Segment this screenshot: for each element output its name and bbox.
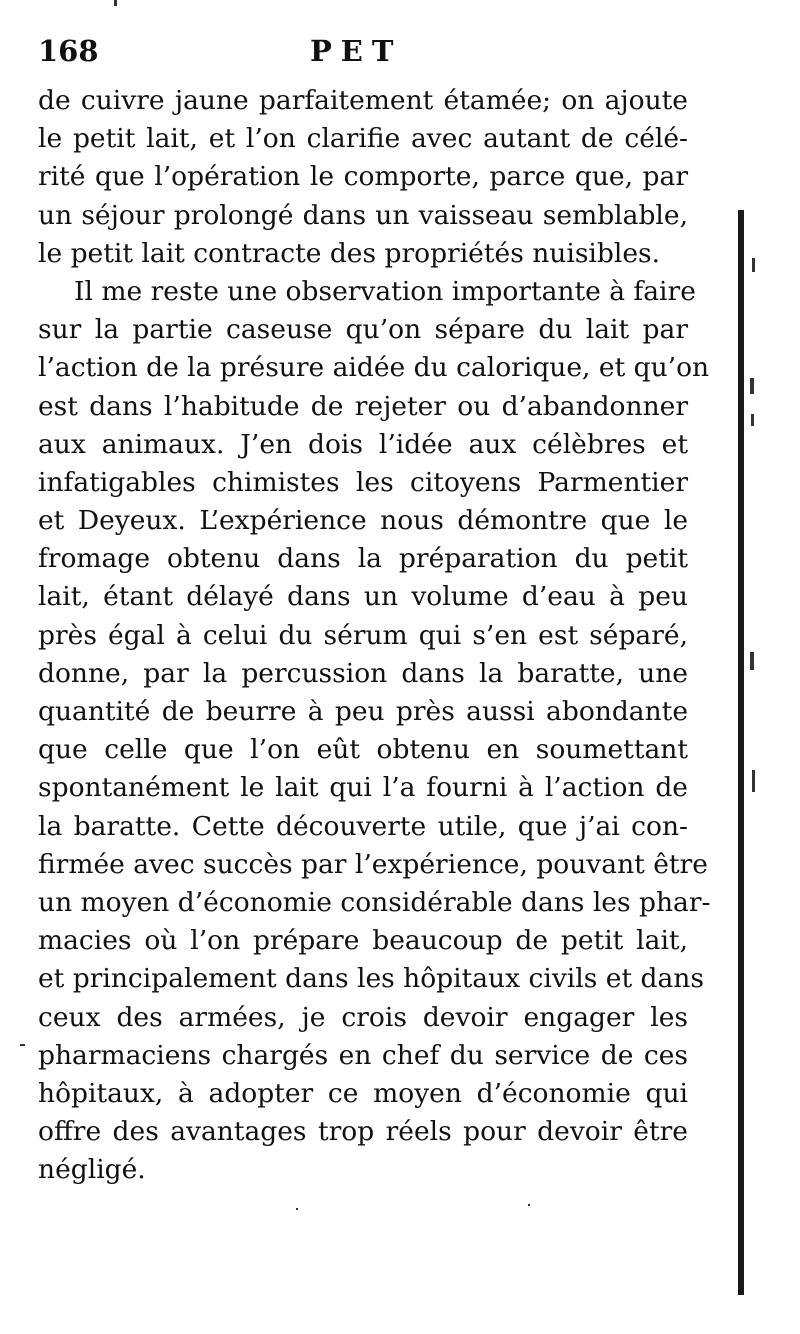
text-line: Il me reste une observation importante à faire xyxy=(74,275,696,307)
facing-page-edge xyxy=(738,210,744,1295)
text-line: l’action de la présure aidée du calorique, et qu’on xyxy=(38,352,710,384)
text-line: fromage obtenu dans la préparation du petit xyxy=(38,543,688,575)
text-line: rité que l’opération le comporte, parce que, par xyxy=(38,161,688,193)
text-line: offre des avantages trop réels pour devoir être xyxy=(38,1116,688,1148)
text-line: quantité de beurre à peu près aussi abondante xyxy=(38,696,688,727)
scan-speck xyxy=(296,1208,298,1210)
text-line: un moyen d’économie considérable dans les phar- xyxy=(38,886,711,918)
scan-speck xyxy=(750,652,754,670)
scan-speck xyxy=(752,258,755,272)
text-line: un séjour prolongé dans un vaisseau semblable, xyxy=(38,199,688,231)
text-line: ceux des armées, je crois devoir engager les xyxy=(38,1001,688,1033)
text-line: firmée avec succès par l’expérience, pouvant être xyxy=(38,848,708,880)
running-head: PET xyxy=(310,34,403,68)
text-line: donne, par la percussion dans la baratte, une xyxy=(38,657,688,689)
text-line: spontanément le lait qui l’a fourni à l’action de xyxy=(38,772,688,804)
page-number: 168 xyxy=(38,34,99,68)
text-line: et principalement dans les hôpitaux civils et dans xyxy=(38,963,704,995)
scan-speck xyxy=(751,414,754,426)
text-line: infatigables chimistes les citoyens Parmentier xyxy=(38,466,688,498)
scan-speck xyxy=(752,770,755,792)
text-line: de cuivre jaune parfaitement étamée; on ajoute xyxy=(38,85,688,116)
text-line: et Deyeux. L’expérience nous démontre que le xyxy=(38,505,688,537)
text-line: pharmaciens chargés en chef du service de ces xyxy=(38,1039,688,1071)
text-line: le petit lait, et l’on clarifie avec autant de célé- xyxy=(38,123,688,155)
page-header xyxy=(38,34,698,84)
text-line: négligé. xyxy=(38,1154,146,1186)
scan-speck xyxy=(750,378,754,394)
text-line: hôpitaux, à adopter ce moyen d’économie qui xyxy=(38,1077,688,1109)
text-line: est dans l’habitude de rejeter ou d’abandonner xyxy=(38,390,688,422)
scan-speck xyxy=(20,1044,25,1046)
text-line: macies où l’on prépare beaucoup de petit lait, xyxy=(38,925,688,957)
text-line: près égal à celui du sérum qui s’en est séparé, xyxy=(38,619,688,651)
scan-speck xyxy=(114,0,117,6)
scan-speck xyxy=(528,1204,530,1206)
text-line: sur la partie caseuse qu’on sépare du lait par xyxy=(38,314,688,346)
text-line: le petit lait contracte des propriétés nuisibles. xyxy=(38,237,661,269)
text-line: la baratte. Cette découverte utile, que j’ai con- xyxy=(38,810,688,842)
text-line: lait, étant délayé dans un volume d’eau à peu xyxy=(38,581,688,613)
text-line: aux animaux. J’en dois l’idée aux célèbres et xyxy=(38,428,688,460)
text-line: que celle que l’on eût obtenu en soumettant xyxy=(38,734,688,766)
body-text xyxy=(38,82,711,1189)
